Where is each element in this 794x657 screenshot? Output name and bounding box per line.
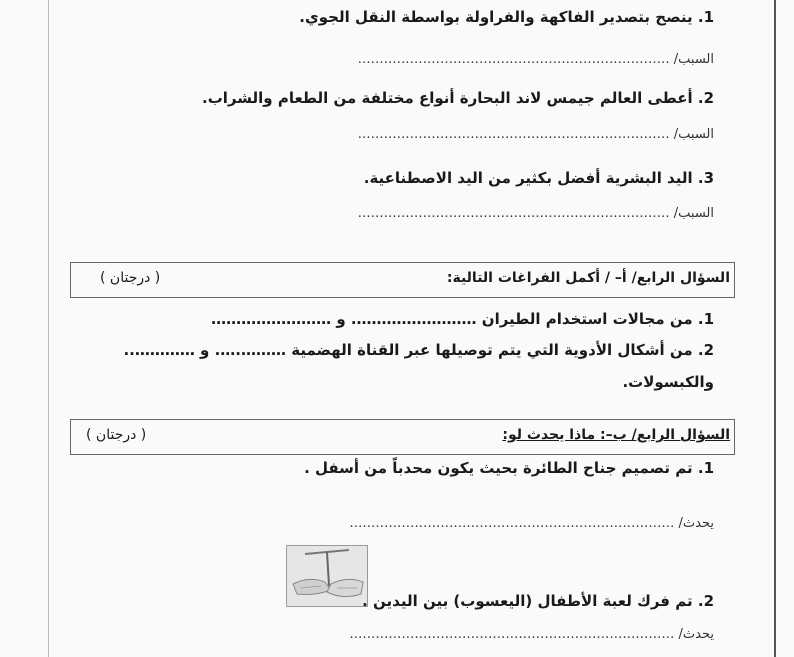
q3-item-3: 3. اليد البشرية أفضل بكثير من اليد الاصطناعية. bbox=[363, 169, 714, 187]
q4b-item-1: 1. تم تصميم جناح الطائرة بحيث يكون محدباً من أسفل . bbox=[304, 459, 714, 477]
q4b-item-2-answer[interactable]: يحدث/ ………………………………………………………………… bbox=[349, 627, 714, 642]
q4b-item-2: 2. تم فرك لعبة الأطفال (اليعسوب) بين اليدين . bbox=[362, 592, 714, 610]
q4b-marks: ( درجتان ) bbox=[86, 427, 147, 443]
page-border-right bbox=[774, 0, 776, 657]
q4a-marks: ( درجتان ) bbox=[100, 270, 161, 286]
q3-item-1: 1. ينصح بتصدير الفاكهة والفراولة بواسطة النقل الجوي. bbox=[299, 8, 714, 26]
q3-item-1-reason[interactable]: السبب/ ……………………………………………………………… bbox=[357, 52, 714, 67]
page-border-left bbox=[48, 0, 49, 657]
q3-item-2: 2. أعطى العالم جيمس لاند البحارة أنواع مختلفة من الطعام والشراب. bbox=[202, 89, 714, 107]
q4b-title: السؤال الرابع/ ب–: ماذا يحدث لو: bbox=[502, 427, 730, 443]
q3-item-3-reason[interactable]: السبب/ ……………………………………………………………… bbox=[357, 206, 714, 221]
q4a-item-1[interactable]: 1. من مجالات استخدام الطيران ……………………. و …………………… bbox=[211, 310, 714, 328]
hands-rubbing-toy-helicopter-icon bbox=[286, 545, 368, 607]
q4a-item-2-continuation: والكبسولات. bbox=[622, 373, 714, 391]
q4b-item-1-answer[interactable]: يحدث/ ………………………………………………………………… bbox=[349, 516, 714, 531]
q3-item-2-reason[interactable]: السبب/ ……………………………………………………………… bbox=[357, 127, 714, 142]
q4a-title: السؤال الرابع/ أ– / أكمل الفراغات التالية: bbox=[446, 270, 730, 286]
q4a-item-2[interactable]: 2. من أشكال الأدوية التي يتم توصيلها عبر القناة الهضمية ……….…. و ………….. bbox=[123, 341, 714, 359]
